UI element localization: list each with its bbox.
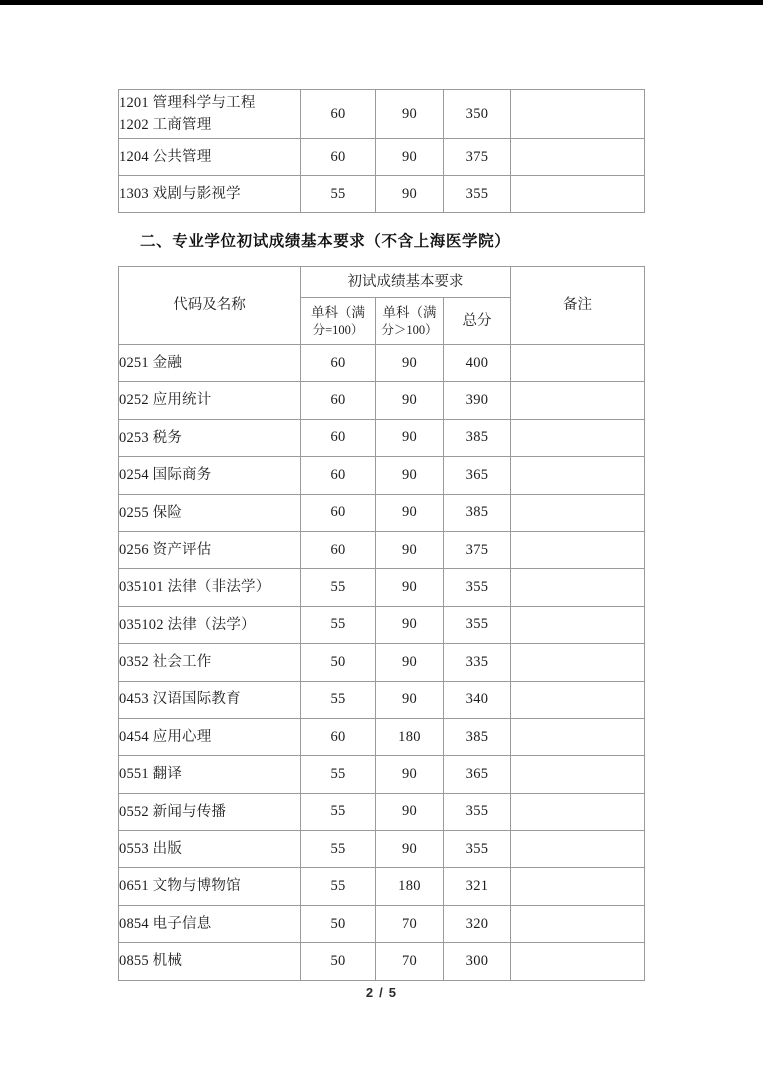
cell-total: 340 bbox=[444, 681, 511, 718]
cell-single-gt100: 180 bbox=[376, 718, 444, 755]
cell-note bbox=[511, 494, 645, 531]
cell-single-gt100: 90 bbox=[376, 419, 444, 456]
cell-note bbox=[511, 681, 645, 718]
cell-single-gt100: 90 bbox=[376, 644, 444, 681]
page-number-footer: 2 / 5 bbox=[365, 985, 398, 1000]
cell-total: 355 bbox=[444, 831, 511, 868]
cell-single-100: 55 bbox=[301, 831, 376, 868]
cell-total: 355 bbox=[444, 569, 511, 606]
cell-single-100: 55 bbox=[301, 681, 376, 718]
cell-total: 355 bbox=[444, 176, 511, 213]
cell-total: 300 bbox=[444, 943, 511, 980]
cell-total: 320 bbox=[444, 905, 511, 942]
header-note: 备注 bbox=[511, 267, 645, 345]
table-row bbox=[119, 905, 645, 942]
table-header bbox=[119, 267, 645, 345]
cell-single-100: 55 bbox=[301, 868, 376, 905]
table-row bbox=[119, 943, 645, 980]
cell-single-100: 60 bbox=[301, 419, 376, 456]
cell-single-100: 60 bbox=[301, 494, 376, 531]
cell-single-100: 60 bbox=[301, 457, 376, 494]
table-body bbox=[119, 90, 645, 213]
cell-total: 400 bbox=[444, 345, 511, 382]
cell-single-gt100: 90 bbox=[376, 606, 444, 643]
table-row bbox=[119, 831, 645, 868]
cell-single-gt100: 90 bbox=[376, 494, 444, 531]
cell-note bbox=[511, 90, 645, 139]
table-row bbox=[119, 345, 645, 382]
cell-note bbox=[511, 905, 645, 942]
cell-total: 390 bbox=[444, 382, 511, 419]
cell-note bbox=[511, 176, 645, 213]
document-page bbox=[0, 5, 763, 1080]
cell-note bbox=[511, 644, 645, 681]
cell-single-gt100: 90 bbox=[376, 139, 444, 176]
header-single-gt100-line1: 单科（满 bbox=[382, 305, 437, 321]
cell-note bbox=[511, 793, 645, 830]
table-row bbox=[119, 644, 645, 681]
cell-single-100: 55 bbox=[301, 793, 376, 830]
header-single-subject-gt100 bbox=[376, 298, 444, 345]
section-heading: 二、专业学位初试成绩基本要求（不含上海医学院） bbox=[140, 233, 511, 250]
cell-single-100: 55 bbox=[301, 176, 376, 213]
cell-single-100: 60 bbox=[301, 139, 376, 176]
table-row bbox=[119, 718, 645, 755]
cell-single-100: 55 bbox=[301, 756, 376, 793]
cell-single-100: 60 bbox=[301, 382, 376, 419]
table-row bbox=[119, 756, 645, 793]
cell-single-gt100: 90 bbox=[376, 345, 444, 382]
cell-total: 385 bbox=[444, 718, 511, 755]
cell-single-gt100: 90 bbox=[376, 756, 444, 793]
cell-program-name: 035102 法律（法学） bbox=[119, 606, 301, 643]
table-row bbox=[119, 419, 645, 456]
cell-total: 350 bbox=[444, 90, 511, 139]
program-name-line1: 1201 管理科学与工程 bbox=[119, 94, 256, 111]
cell-single-100: 50 bbox=[301, 905, 376, 942]
header-score-requirement-group: 初试成绩基本要求 bbox=[301, 267, 511, 298]
cell-total: 365 bbox=[444, 457, 511, 494]
cell-note bbox=[511, 569, 645, 606]
cell-single-100: 50 bbox=[301, 644, 376, 681]
header-code-and-name: 代码及名称 bbox=[119, 267, 301, 345]
professional-degree-score-table bbox=[118, 266, 645, 981]
cell-single-gt100: 90 bbox=[376, 382, 444, 419]
cell-single-gt100: 90 bbox=[376, 831, 444, 868]
cell-total: 365 bbox=[444, 756, 511, 793]
cell-single-gt100: 180 bbox=[376, 868, 444, 905]
header-total-score: 总分 bbox=[444, 298, 511, 345]
cell-program-name bbox=[119, 90, 301, 139]
cell-total: 355 bbox=[444, 606, 511, 643]
cell-note bbox=[511, 831, 645, 868]
cell-note bbox=[511, 345, 645, 382]
header-single-100-line1: 单科（满 bbox=[311, 305, 365, 321]
table-row bbox=[119, 139, 645, 176]
cell-note bbox=[511, 382, 645, 419]
cell-single-100: 60 bbox=[301, 718, 376, 755]
cell-single-gt100: 90 bbox=[376, 531, 444, 568]
cell-program-name: 0254 国际商务 bbox=[119, 457, 301, 494]
table-row bbox=[119, 382, 645, 419]
cell-note bbox=[511, 457, 645, 494]
table-row bbox=[119, 868, 645, 905]
table-row bbox=[119, 681, 645, 718]
table-row bbox=[119, 531, 645, 568]
cell-single-gt100: 70 bbox=[376, 943, 444, 980]
cell-single-100: 55 bbox=[301, 569, 376, 606]
cell-note bbox=[511, 606, 645, 643]
table-row bbox=[119, 793, 645, 830]
cell-single-100: 60 bbox=[301, 90, 376, 139]
cell-single-100: 60 bbox=[301, 531, 376, 568]
cell-single-gt100: 90 bbox=[376, 457, 444, 494]
header-row-top bbox=[119, 267, 645, 298]
table-row bbox=[119, 494, 645, 531]
cell-program-name: 0855 机械 bbox=[119, 943, 301, 980]
cell-total: 335 bbox=[444, 644, 511, 681]
cell-single-100: 55 bbox=[301, 606, 376, 643]
cell-single-gt100: 90 bbox=[376, 90, 444, 139]
header-single-subject-100 bbox=[301, 298, 376, 345]
table-body bbox=[119, 345, 645, 981]
cell-program-name: 0651 文物与博物馆 bbox=[119, 868, 301, 905]
cell-total: 375 bbox=[444, 531, 511, 568]
cell-program-name: 0256 资产评估 bbox=[119, 531, 301, 568]
cell-note bbox=[511, 718, 645, 755]
cell-note bbox=[511, 943, 645, 980]
cell-note bbox=[511, 531, 645, 568]
cell-total: 385 bbox=[444, 494, 511, 531]
cell-note bbox=[511, 868, 645, 905]
cell-program-name: 0854 电子信息 bbox=[119, 905, 301, 942]
cell-single-gt100: 90 bbox=[376, 681, 444, 718]
cell-program-name: 0253 税务 bbox=[119, 419, 301, 456]
cell-program-name: 0453 汉语国际教育 bbox=[119, 681, 301, 718]
table-row bbox=[119, 569, 645, 606]
header-single-100-line2: 分=100） bbox=[312, 322, 364, 337]
cell-program-name: 1303 戏剧与影视学 bbox=[119, 176, 301, 213]
academic-degree-table-continued bbox=[118, 89, 645, 213]
cell-total: 355 bbox=[444, 793, 511, 830]
cell-program-name: 035101 法律（非法学） bbox=[119, 569, 301, 606]
cell-program-name: 0251 金融 bbox=[119, 345, 301, 382]
cell-note bbox=[511, 419, 645, 456]
cell-single-gt100: 90 bbox=[376, 569, 444, 606]
cell-program-name: 0255 保险 bbox=[119, 494, 301, 531]
cell-single-gt100: 90 bbox=[376, 176, 444, 213]
cell-program-name: 0553 出版 bbox=[119, 831, 301, 868]
cell-single-gt100: 70 bbox=[376, 905, 444, 942]
cell-single-100: 50 bbox=[301, 943, 376, 980]
cell-program-name: 0352 社会工作 bbox=[119, 644, 301, 681]
cell-single-gt100: 90 bbox=[376, 793, 444, 830]
cell-total: 321 bbox=[444, 868, 511, 905]
cell-note bbox=[511, 756, 645, 793]
cell-program-name: 0454 应用心理 bbox=[119, 718, 301, 755]
cell-program-name: 1204 公共管理 bbox=[119, 139, 301, 176]
table-row bbox=[119, 176, 645, 213]
cell-total: 375 bbox=[444, 139, 511, 176]
cell-note bbox=[511, 139, 645, 176]
table-row bbox=[119, 457, 645, 494]
table-row bbox=[119, 606, 645, 643]
table-row bbox=[119, 90, 645, 139]
cell-total: 385 bbox=[444, 419, 511, 456]
cell-program-name: 0252 应用统计 bbox=[119, 382, 301, 419]
program-name-line2: 1202 工商管理 bbox=[119, 117, 212, 133]
header-single-gt100-line2: 分＞100） bbox=[381, 322, 438, 337]
cell-single-100: 60 bbox=[301, 345, 376, 382]
cell-program-name: 0551 翻译 bbox=[119, 756, 301, 793]
cell-program-name: 0552 新闻与传播 bbox=[119, 793, 301, 830]
